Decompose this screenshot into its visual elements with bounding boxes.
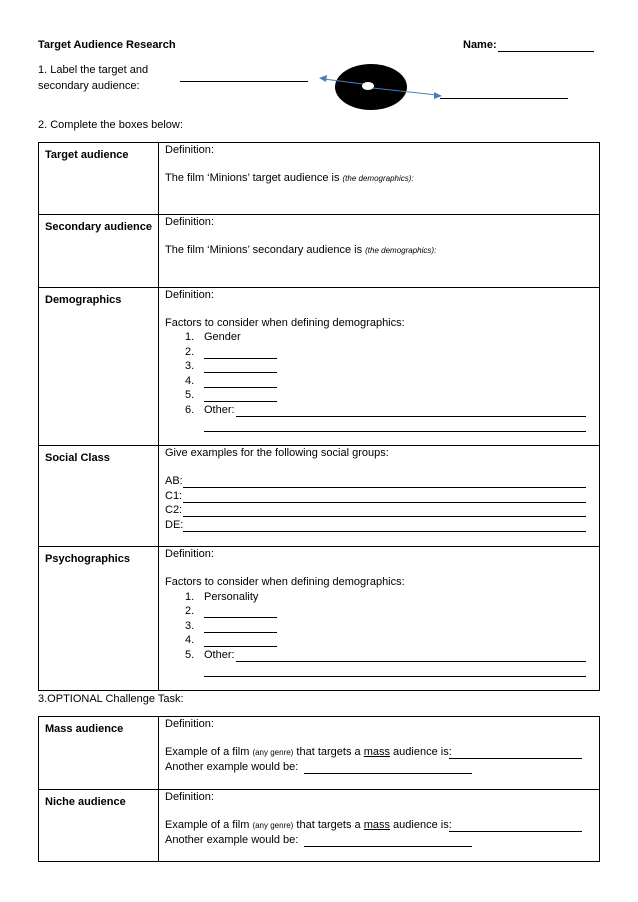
definition-label: Definition: — [165, 216, 214, 228]
mass-another-field[interactable] — [304, 773, 472, 774]
q2-instruction: 2. Complete the boxes below: — [38, 119, 183, 131]
niche-another-label: Another example would be: — [165, 834, 299, 846]
definition-label: Definition: — [165, 718, 214, 730]
row-mass-audience — [39, 717, 600, 790]
item-number: 1. — [185, 331, 195, 343]
definition-label: Definition: — [165, 289, 214, 301]
definition-label: Definition: — [165, 144, 214, 156]
item-number: 3. — [185, 620, 195, 632]
row-secondary-audience — [39, 215, 600, 288]
q1-line1: 1. Label the target and — [38, 64, 149, 76]
row-niche-audience — [39, 790, 600, 862]
demographic-other-field-2[interactable] — [204, 431, 586, 432]
item-number: 4. — [185, 375, 195, 387]
group-de: DE: — [165, 519, 184, 531]
c1-field[interactable] — [183, 502, 586, 503]
item-number: 1. — [185, 591, 195, 603]
name-label: Name: — [463, 39, 497, 51]
item-number: 4. — [185, 634, 195, 646]
group-ab: AB: — [165, 475, 183, 487]
inner-ring-shape — [362, 82, 374, 90]
label-psychographics: Psychographics — [39, 547, 159, 691]
q3-instruction: 3.OPTIONAL Challenge Task: — [38, 693, 184, 705]
target-sentence: The film ‘Minions’ target audience is (the demographics): — [165, 172, 414, 184]
niche-another-field[interactable] — [304, 846, 472, 847]
de-field[interactable] — [183, 531, 586, 532]
factors-label: Factors to consider when defining demographics: — [165, 317, 405, 329]
c2-field[interactable] — [183, 516, 586, 517]
niche-example-field[interactable] — [449, 831, 582, 832]
definition-label: Definition: — [165, 791, 214, 803]
item-other: Other: — [204, 404, 235, 416]
secondary-label-field[interactable] — [440, 98, 568, 99]
label-mass-audience: Mass audience — [39, 717, 159, 790]
cell-target-audience[interactable] — [159, 143, 600, 215]
cell-secondary-audience[interactable] — [159, 215, 600, 288]
row-psychographics — [39, 547, 600, 691]
cell-niche-audience[interactable] — [159, 790, 600, 862]
item-number: 5. — [185, 649, 195, 661]
cell-psychographics[interactable] — [159, 547, 600, 691]
audience-table — [38, 142, 600, 691]
item-number: 5. — [185, 389, 195, 401]
niche-example-sentence: Example of a film (any genre) that targets a mass audience is: — [165, 819, 452, 831]
definition-label: Definition: — [165, 548, 214, 560]
target-diagram-icon — [315, 60, 445, 112]
row-target-audience — [39, 143, 600, 215]
item-number: 3. — [185, 360, 195, 372]
row-demographics — [39, 288, 600, 446]
psycho-field-2[interactable] — [204, 617, 277, 618]
cell-mass-audience[interactable] — [159, 717, 600, 790]
name-field[interactable] — [498, 51, 594, 52]
factors-label: Factors to consider when defining demographics: — [165, 576, 405, 588]
demographic-field-5[interactable] — [204, 401, 277, 402]
q1-line2: secondary audience: — [38, 80, 140, 92]
mass-another-label: Another example would be: — [165, 761, 299, 773]
item-other: Other: — [204, 649, 235, 661]
label-target-audience: Target audience — [39, 143, 159, 215]
item-personality: Personality — [204, 591, 259, 603]
mass-example-sentence: Example of a film (any genre) that targets a mass audience is: — [165, 746, 452, 758]
item-gender: Gender — [204, 331, 241, 343]
psycho-other-field[interactable] — [236, 661, 586, 662]
label-niche-audience: Niche audience — [39, 790, 159, 862]
challenge-table — [38, 716, 600, 862]
label-social-class: Social Class — [39, 446, 159, 547]
mass-example-field[interactable] — [449, 758, 582, 759]
item-number: 2. — [185, 346, 195, 358]
item-number: 6. — [185, 404, 195, 416]
cell-demographics[interactable] — [159, 288, 600, 446]
target-label-field[interactable] — [180, 81, 308, 82]
cell-social-class[interactable] — [159, 446, 600, 547]
row-social-class — [39, 446, 600, 547]
group-c2: C2: — [165, 504, 183, 516]
ab-field[interactable] — [183, 487, 586, 488]
group-c1: C1: — [165, 490, 183, 502]
demographic-other-field[interactable] — [236, 416, 586, 417]
item-number: 2. — [185, 605, 195, 617]
demographic-field-2[interactable] — [204, 358, 277, 359]
psycho-field-3[interactable] — [204, 632, 277, 633]
arrow-left-head-icon — [319, 75, 327, 82]
arrow-right-head-icon — [434, 92, 442, 99]
worksheet-title: Target Audience Research — [38, 39, 176, 51]
demographic-field-4[interactable] — [204, 387, 277, 388]
label-secondary-audience: Secondary audience — [39, 215, 159, 288]
secondary-sentence: The film ‘Minions’ secondary audience is (the demographics): — [165, 244, 437, 256]
label-demographics: Demographics — [39, 288, 159, 446]
demographic-field-3[interactable] — [204, 372, 277, 373]
social-prompt: Give examples for the following social groups: — [165, 447, 389, 459]
psycho-other-field-2[interactable] — [204, 676, 586, 677]
psycho-field-4[interactable] — [204, 646, 277, 647]
